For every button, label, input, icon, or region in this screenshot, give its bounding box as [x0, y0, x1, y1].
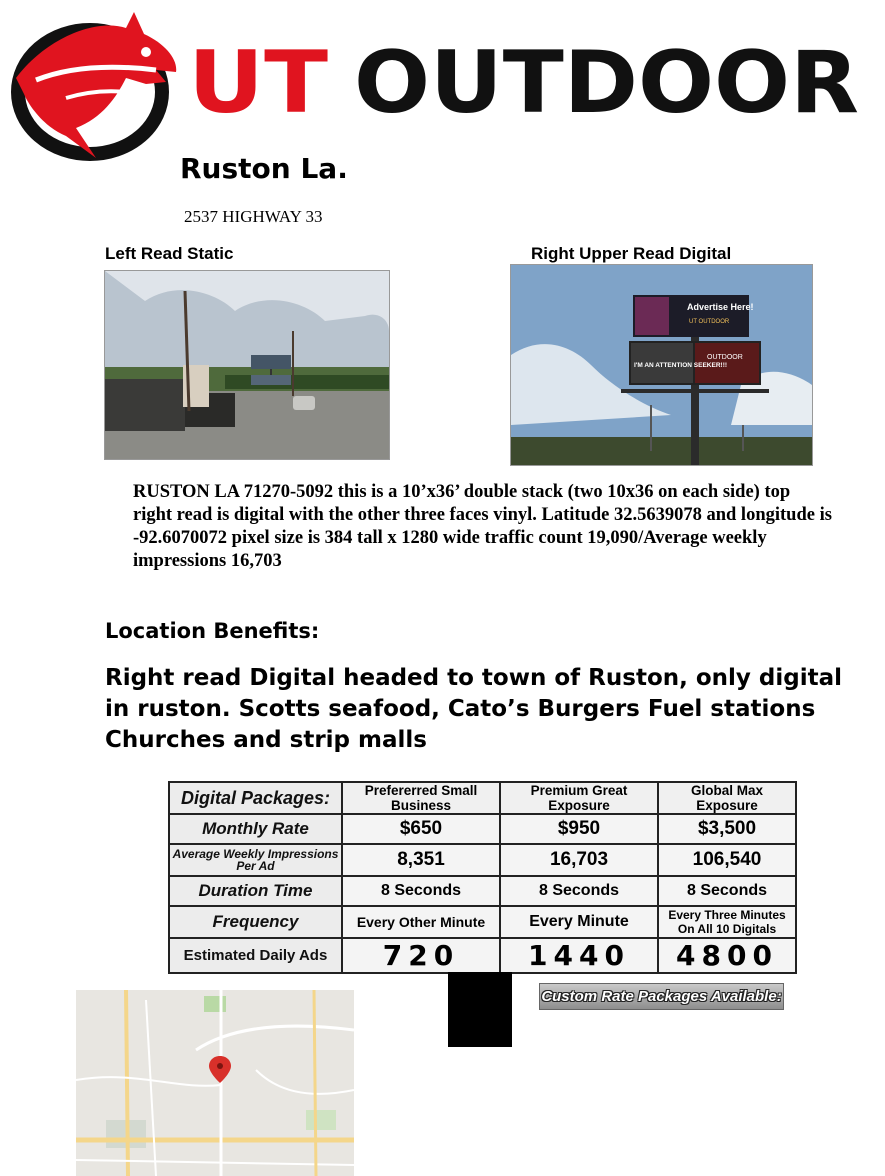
- billboard-description: RUSTON LA 71270-5092 this is a 10’x36’ double stack (two 10x36 on each side) top right read is digital with the other three faces vinyl. Latitude 32.5639078 and longitude is -92.6070072 pixel size is 384 tall x 1280 wide traffic count 19,090/Average weekly impressions 16,703: [133, 482, 832, 571]
- table-row: [169, 844, 796, 876]
- digital-packages-table: [168, 781, 797, 974]
- right-photo-label: Right Upper Read Digital: [531, 244, 732, 263]
- table-cell: 8 Seconds: [342, 876, 500, 906]
- table-row: [169, 814, 796, 844]
- row-label: Average Weekly Impressions Per Ad: [169, 844, 342, 876]
- brand-wordmark-ut: UT: [188, 42, 329, 122]
- left-photo-label: Left Read Static: [105, 244, 234, 263]
- table-cell: Every Other Minute: [342, 906, 500, 938]
- table-cell: $950: [500, 814, 658, 844]
- brand-wordmark-outdoor: OUTDOOR: [354, 42, 859, 122]
- location-benefits-heading: Location Benefits:: [105, 619, 320, 643]
- table-cell: Every Three Minutes On All 10 Digitals: [658, 906, 796, 938]
- table-cell: Every Minute: [500, 906, 658, 938]
- table-cell: 8 Seconds: [500, 876, 658, 906]
- table-cell: $650: [342, 814, 500, 844]
- black-block: [448, 972, 512, 1047]
- right-upper-read-digital-photo: [510, 264, 813, 466]
- billboard-upper-subtext: UT OUTDOOR: [689, 319, 730, 325]
- table-cell: 106,540: [658, 844, 796, 876]
- billboard-upper-text: Advertise Here!: [687, 302, 754, 312]
- packages-corner-header: Digital Packages:: [169, 782, 342, 814]
- table-cell: 8,351: [342, 844, 500, 876]
- column-header-small-business: Prefererred Small Business: [342, 782, 500, 814]
- address: 2537 HIGHWAY 33: [184, 207, 323, 226]
- location-benefits-text: Right read Digital headed to town of Ruston, only digital in ruston. Scotts seafood, Cato’s Burgers Fuel stations Churches and strip malls: [105, 665, 843, 753]
- row-label: Duration Time: [169, 876, 342, 906]
- column-header-global: Global Max Exposure: [658, 782, 796, 814]
- row-label: Monthly Rate: [169, 814, 342, 844]
- table-cell: 1440: [500, 938, 658, 973]
- table-cell: 16,703: [500, 844, 658, 876]
- table-cell: 4800: [658, 938, 796, 973]
- table-row: [169, 876, 796, 906]
- billboard-lower-right-text: OUTDOOR: [707, 354, 743, 361]
- custom-rate-packages-button[interactable]: Custom Rate Packages Available:: [539, 983, 784, 1010]
- table-cell: 720: [342, 938, 500, 973]
- location-map[interactable]: [76, 990, 354, 1176]
- table-row: [169, 906, 796, 938]
- row-label: Frequency: [169, 906, 342, 938]
- left-read-static-photo: [104, 270, 390, 460]
- brand-wordmark: [188, 42, 868, 122]
- column-header-premium: Premium Great Exposure: [500, 782, 658, 814]
- billboard-lower-left-text: I'M AN ATTENTION SEEKER!!!: [634, 362, 728, 369]
- table-cell: $3,500: [658, 814, 796, 844]
- table-row: [169, 938, 796, 973]
- shark-logo-icon: [6, 8, 182, 166]
- page-title: Ruston La.: [180, 152, 348, 185]
- row-label: Estimated Daily Ads: [169, 938, 342, 973]
- table-cell: 8 Seconds: [658, 876, 796, 906]
